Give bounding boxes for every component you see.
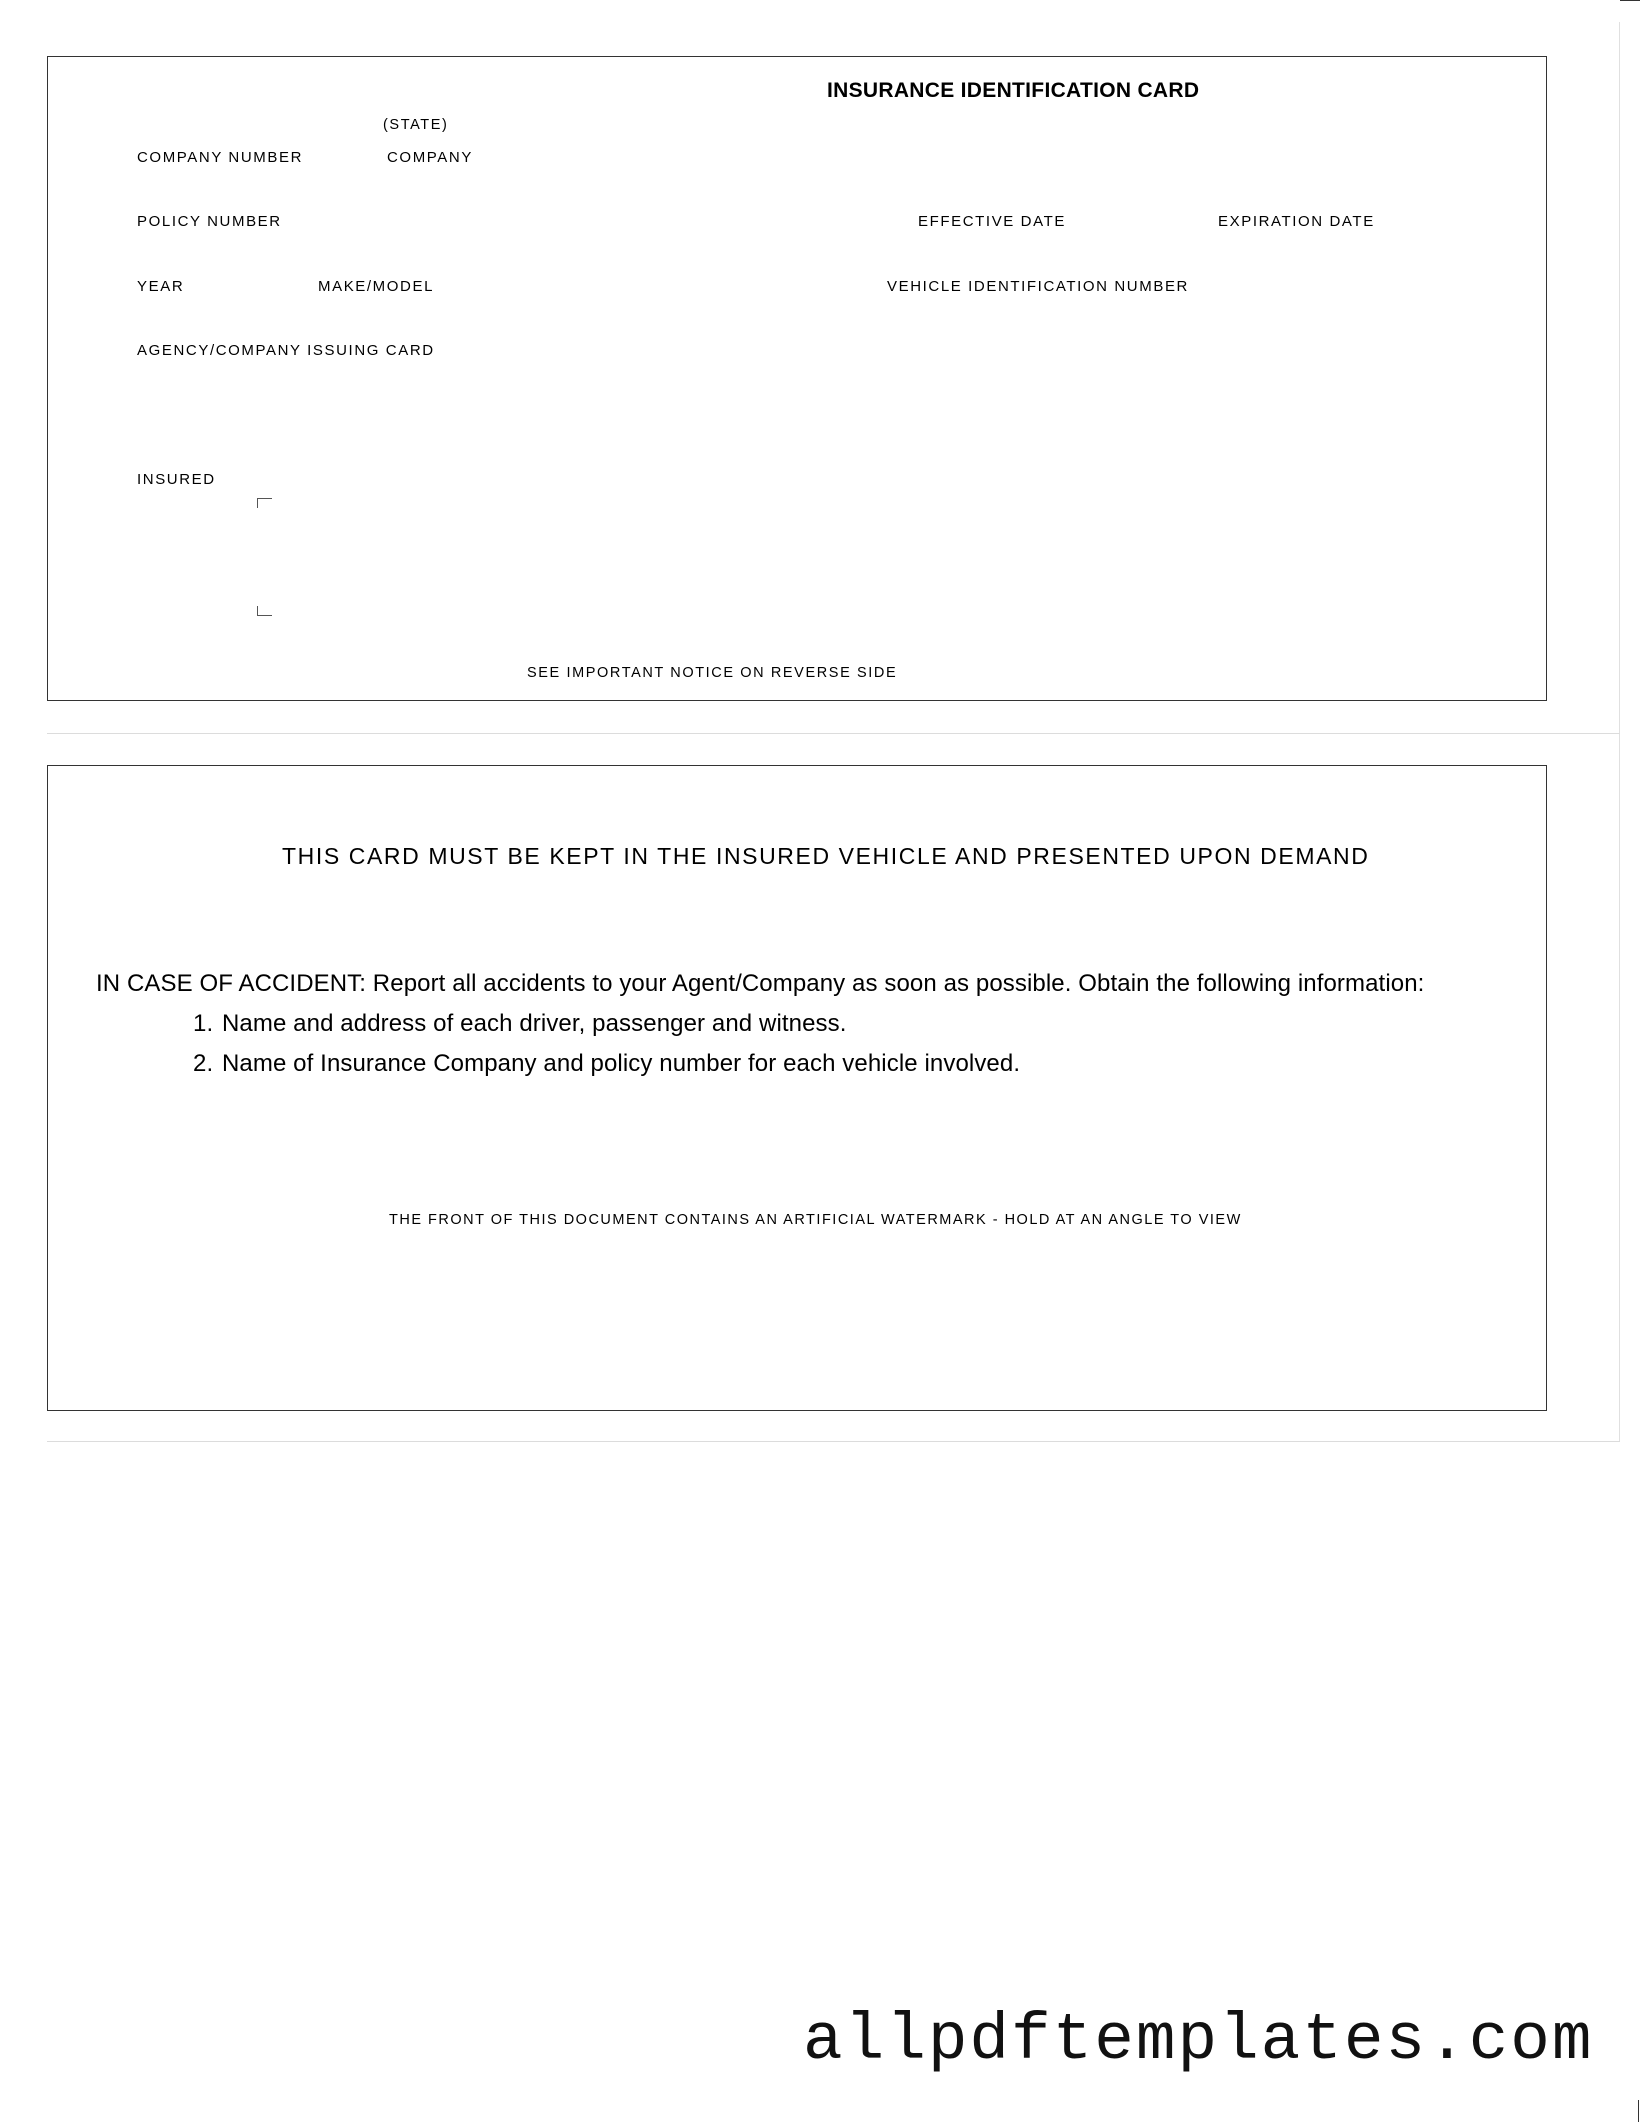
- page-corner-mark-bottom: [1638, 2100, 1639, 2122]
- address-window-bottom-corner: [257, 606, 272, 616]
- year-label: YEAR: [137, 278, 185, 295]
- vin-label: VEHICLE IDENTIFICATION NUMBER: [887, 278, 1189, 295]
- card-title: INSURANCE IDENTIFICATION CARD: [827, 79, 1200, 102]
- right-margin-rule: [1619, 22, 1620, 1442]
- list-item: Name of Insurance Company and policy number for each vehicle involved.: [222, 1050, 1021, 1077]
- agency-label: AGENCY/COMPANY ISSUING CARD: [137, 342, 435, 359]
- expiration-date-label: EXPIRATION DATE: [1218, 213, 1375, 230]
- accident-instructions: IN CASE OF ACCIDENT: Report all accidents to your Agent/Company as soon as possible. Obtain the following information:: [96, 970, 1425, 997]
- company-number-label: COMPANY NUMBER: [137, 149, 304, 166]
- list-item-number: 2.: [193, 1050, 214, 1077]
- policy-number-label: POLICY NUMBER: [137, 213, 282, 230]
- demand-notice: THIS CARD MUST BE KEPT IN THE INSURED VEHICLE AND PRESENTED UPON DEMAND: [282, 843, 1370, 869]
- effective-date-label: EFFECTIVE DATE: [918, 213, 1066, 230]
- company-label: COMPANY: [387, 149, 473, 166]
- reverse-side-notice: SEE IMPORTANT NOTICE ON REVERSE SIDE: [527, 665, 898, 681]
- list-item: Name and address of each driver, passenger and witness.: [222, 1010, 847, 1037]
- cut-line-2: [47, 1441, 1620, 1442]
- address-window-top-corner: [257, 498, 272, 508]
- make-model-label: MAKE/MODEL: [318, 278, 435, 295]
- site-watermark: allpdftemplates.com: [803, 2003, 1594, 2078]
- list-item-number: 1.: [193, 1010, 214, 1037]
- insured-label: INSURED: [137, 471, 216, 488]
- page-corner-mark: [1620, 0, 1640, 13]
- cut-line-1: [47, 733, 1620, 734]
- state-label: (STATE): [383, 117, 449, 133]
- watermark-note: THE FRONT OF THIS DOCUMENT CONTAINS AN ARTIFICIAL WATERMARK - HOLD AT AN ANGLE TO VIEW: [389, 1212, 1242, 1228]
